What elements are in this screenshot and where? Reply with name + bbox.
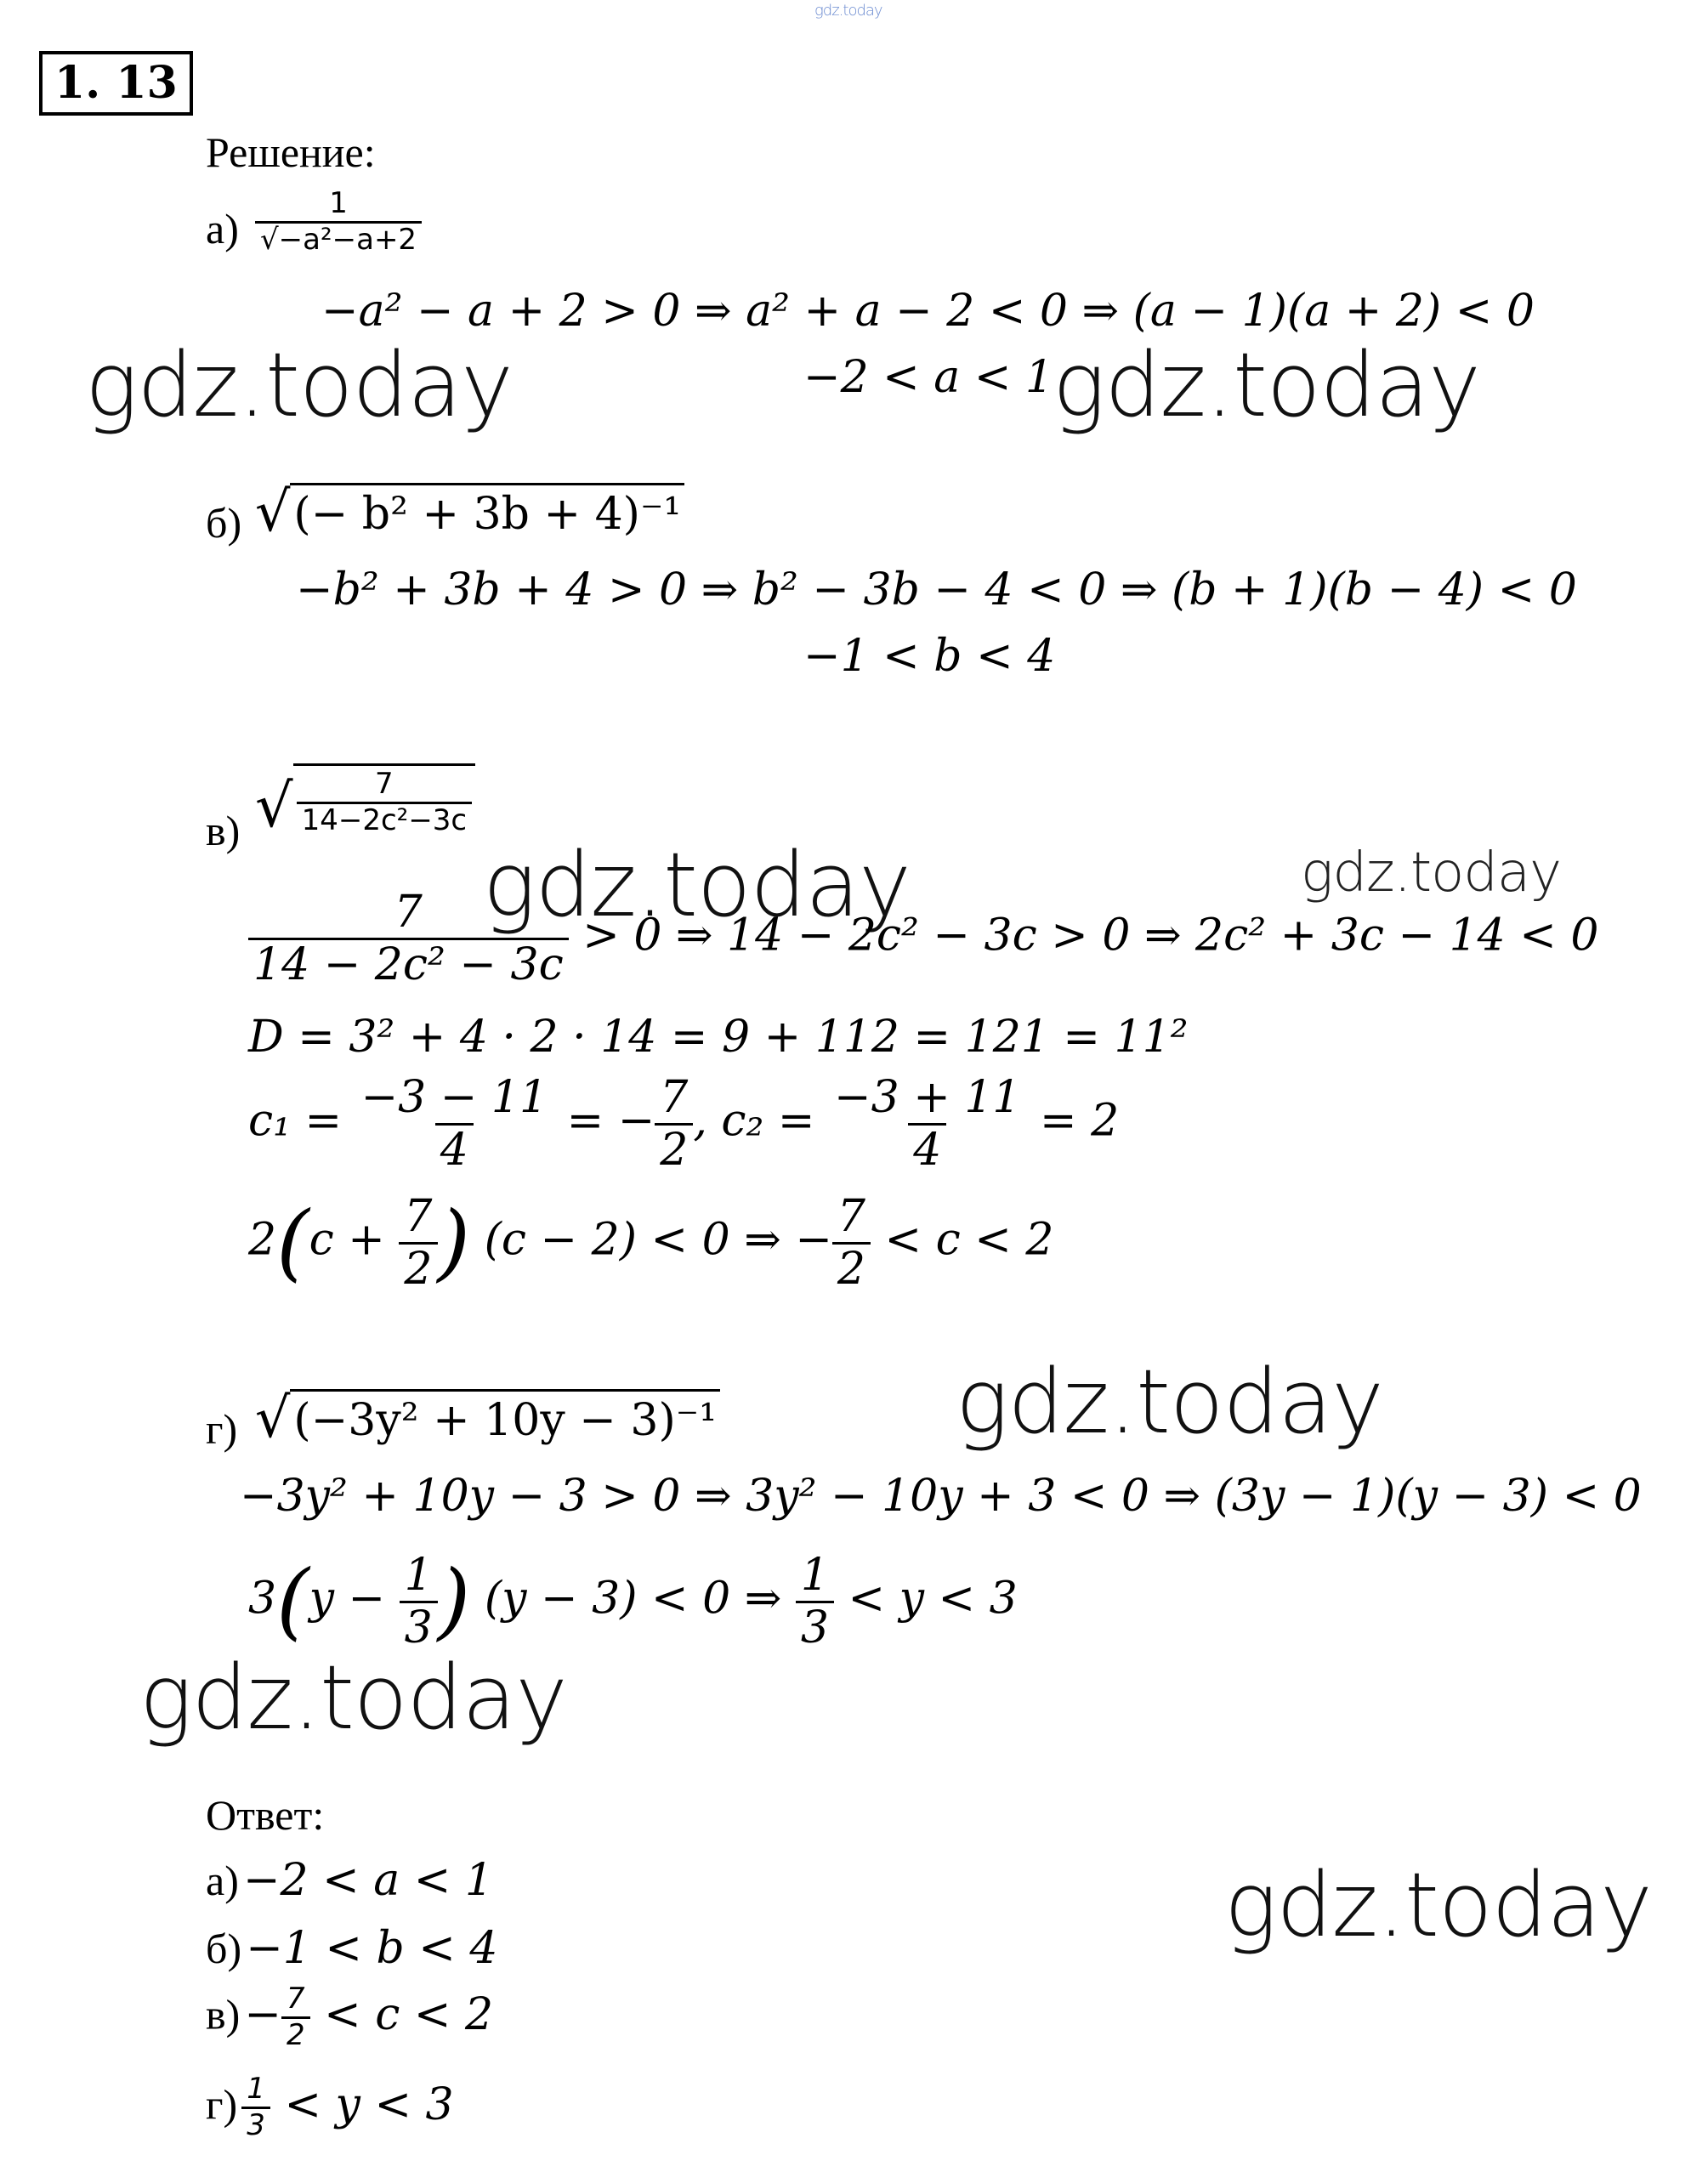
- watermark: gdz.today: [85, 333, 513, 437]
- answer-d-numerator: 1: [247, 2072, 265, 2106]
- inequality-end: < c < 2: [884, 1214, 1054, 1266]
- problem-number: 1. 13: [39, 51, 193, 116]
- factor-left: c +: [309, 1214, 385, 1266]
- seven: 7: [660, 1072, 689, 1123]
- watermark: gdz.today: [1053, 333, 1480, 437]
- part-a-numerator: 1: [329, 186, 348, 220]
- watermark: gdz.today: [1301, 842, 1561, 905]
- two: 2: [399, 1242, 437, 1293]
- part-c-label: в): [206, 807, 241, 854]
- answer-b-label: б): [206, 1925, 242, 1972]
- factor-left: y −: [309, 1573, 386, 1625]
- sqrt-sign: √: [255, 1387, 291, 1450]
- minus-sign: −: [244, 1988, 281, 2040]
- c1-lhs: c₁ =: [248, 1095, 343, 1147]
- one: 1: [404, 1550, 433, 1601]
- part-b-label: б): [206, 499, 242, 547]
- two: 2: [832, 1242, 871, 1293]
- part-a-denominator: √−a²−a+2: [255, 221, 422, 256]
- sqrt-sign: √: [255, 480, 291, 544]
- part-b-radicand: (− b² + 3b + 4)⁻¹: [290, 483, 684, 540]
- answer-d-end: < y < 3: [284, 2078, 454, 2130]
- part-b-line-2: −1 < b < 4: [803, 631, 1056, 682]
- part-c-expression: [255, 763, 475, 842]
- c2-lhs: , c₂ =: [693, 1095, 815, 1147]
- part-a-label: а): [206, 205, 239, 252]
- part-c-line-2: D = 3² + 4 · 2 · 14 = 9 + 112 = 121 = 11²: [248, 1012, 1189, 1063]
- part-c-line-1-rest: > 0 ⇒ 14 − 2c² − 3c > 0 ⇒ 2c² + 3c − 14 < 0: [582, 910, 1599, 961]
- watermark: gdz.today: [956, 1350, 1383, 1454]
- watermark: gdz.today: [483, 833, 911, 937]
- part-b-line-1: −b² + 3b + 4 > 0 ⇒ b² − 3b − 4 < 0 ⇒ (b + 1)(b − 4) < 0: [296, 564, 1577, 615]
- part-c-rad-denominator: 14−2c²−3c: [297, 802, 473, 836]
- part-d-line-2: [248, 1552, 1018, 1651]
- watermark: gdz.today: [1224, 1853, 1652, 1957]
- c2-rhs: = 2: [1040, 1095, 1120, 1147]
- answer-d-denominator: 3: [241, 2107, 270, 2141]
- answer-d-label: г): [206, 2080, 238, 2129]
- c1-numerator: −3 − 11: [360, 1072, 548, 1123]
- answer-heading: Ответ:: [206, 1791, 325, 1839]
- coefficient: 3: [248, 1573, 277, 1625]
- seven: 7: [837, 1191, 865, 1242]
- right-paren: ): [437, 1551, 471, 1650]
- part-d-line-1: −3y² + 10y − 3 > 0 ⇒ 3y² − 10y + 3 < 0 ⇒ (3y − 1)(y − 3) < 0: [240, 1471, 1642, 1522]
- answer-c-end: < c < 2: [324, 1988, 494, 2040]
- part-a-expression: [255, 186, 422, 257]
- solution-heading: Решение:: [206, 128, 376, 176]
- answer-a: [206, 1855, 493, 1906]
- part-c-line-4: [248, 1191, 1054, 1295]
- right-paren: ): [437, 1193, 471, 1291]
- part-c-fraction-denominator: 14 − 2c² − 3c: [248, 938, 569, 989]
- part-c-fraction-numerator: 7: [394, 887, 423, 938]
- equals-minus: = −: [566, 1095, 655, 1147]
- watermark: gdz.today: [139, 1646, 567, 1750]
- answer-c-label: в): [206, 1990, 241, 2039]
- inequality-end: < y < 3: [848, 1573, 1018, 1625]
- one: 1: [800, 1550, 829, 1601]
- answer-b: [206, 1923, 497, 1974]
- part-d-label: г): [206, 1405, 238, 1453]
- seven: 7: [404, 1191, 433, 1242]
- part-b-expression: [255, 480, 684, 544]
- answer-c: [206, 1984, 493, 2050]
- part-c-line-1: [248, 889, 1598, 988]
- three: 3: [400, 1601, 438, 1652]
- part-a-line-1: −a² − a + 2 > 0 ⇒ a² + a − 2 < 0 ⇒ (a − 1)(a + 2) < 0: [321, 286, 1535, 337]
- answer-c-denominator: 2: [281, 2016, 310, 2051]
- c2-numerator: −3 + 11: [834, 1072, 1021, 1123]
- c1-denominator: 4: [435, 1123, 474, 1174]
- watermark-top: gdz.today: [814, 2, 882, 20]
- factor-mid: (c − 2) < 0 ⇒ −: [484, 1214, 832, 1266]
- part-c-line-3: [248, 1072, 1120, 1176]
- answer-c-numerator: 7: [286, 1982, 305, 2016]
- left-paren: (: [276, 1551, 309, 1650]
- answer-d: [206, 2074, 454, 2141]
- answer-b-value: −1 < b < 4: [246, 1923, 498, 1974]
- part-c-rad-numerator: 7: [375, 767, 394, 801]
- part-a-line-2: −2 < a < 1: [803, 352, 1053, 403]
- three: 3: [796, 1601, 834, 1652]
- c2-denominator: 4: [908, 1123, 946, 1174]
- two: 2: [655, 1123, 693, 1174]
- coefficient: 2: [248, 1214, 277, 1266]
- part-d-radicand: (−3y² + 10y − 3)⁻¹: [290, 1389, 720, 1446]
- left-paren: (: [276, 1193, 309, 1291]
- sqrt-sign: √: [255, 771, 293, 842]
- part-d-expression: [255, 1387, 720, 1450]
- answer-a-label: а): [206, 1857, 239, 1904]
- factor-mid: (y − 3) < 0 ⇒: [484, 1573, 782, 1625]
- answer-a-value: −2 < a < 1: [242, 1855, 493, 1906]
